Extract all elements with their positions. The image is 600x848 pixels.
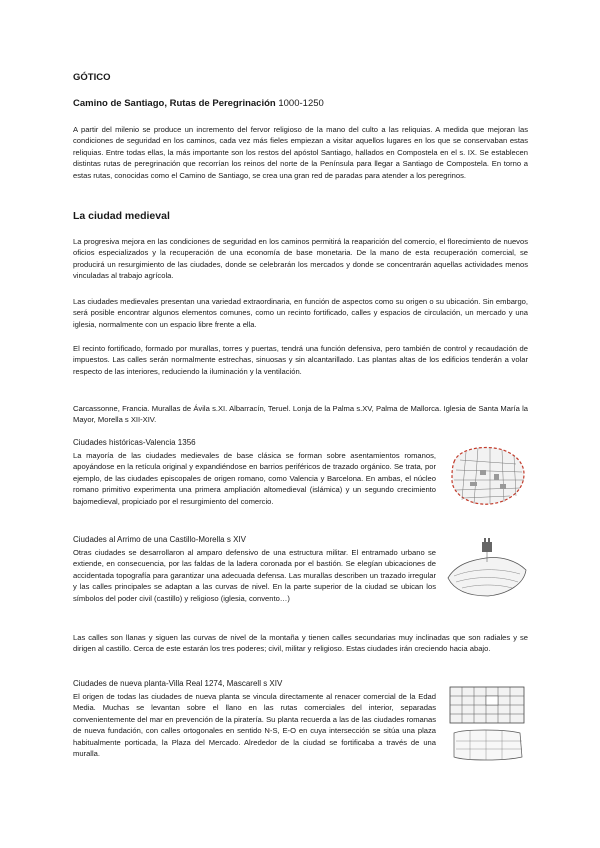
caption-villa-real: Ciudades de nueva planta-Villa Real 1274, Mascarell s XIV xyxy=(73,679,283,688)
villa-real-grid-image xyxy=(444,683,530,765)
paragraph-variedad: Las ciudades medievales presentan una variedad extraordinaria, en función de aspectos como su origen o su ubicación. Sin embargo, será posible encontrar algunos elementos comunes, como un recinto fortificado, calles y espacios de circulación, un mercado y una iglesia, normalmente con un espacio libre frente a ella. xyxy=(73,297,528,329)
paragraph-morella: Otras ciudades se desarrollaron al amparo defensivo de una estructura militar. El entramado urbano se extiende, en consecuencia, por las faldas de la ladera coronada por el bastión. Se elegían ubicaciones de accidentada topografía para garantizar una adecuada defensa. Las murallas describen un trazado irregular y las calles principales se adaptan a las curvas de nivel. En la parte superior de la ciudad se ubican los símbolos del poder civil (castillo) y religioso (iglesia, convento…) xyxy=(73,548,436,603)
subheading-years: 1000-1250 xyxy=(278,98,324,109)
section-title-ciudad-medieval: La ciudad medieval xyxy=(73,210,170,222)
caption-morella: Ciudades al Arrimo de una Castillo-Morella s XIV xyxy=(73,535,246,544)
valencia-map-image xyxy=(444,440,530,510)
paragraph-calles: Las calles son llanas y siguen las curvas de nivel de la montaña y tienen calles secundarias muy inclinadas que son radiales y se dirigen al castillo. Cerca de este estarán los tres poderes; civil, militar y religioso. Estas ciudades irán creciendo hacia abajo. xyxy=(73,633,528,654)
caption-valencia: Ciudades históricas-Valencia 1356 xyxy=(73,438,196,447)
paragraph-santiago: A partir del milenio se produce un incremento del fervor religioso de la mano del culto a las reliquias. A medida que mejoran las condiciones de seguridad en los caminos, cada vez más fieles empiezan a visitar aquellos lugares en los que se conservaban estas reliquias. Entre todas ellas, la más importante son los restos del apóstol Santiago, hallados en Compostela en el s. IX. Se establecen distintas rutas de peregrinación que recorrían los reinos del norte de la Península para llegar a Santiago de Compostela. En torno a estas rutas, conocidas como el Camino de Santiago, se crea una gran red de paradas para atender a los peregrinos. xyxy=(73,125,528,180)
paragraph-villa-real: El origen de todas las ciudades de nueva planta se vincula directamente al renacer comercial de la Edad Media. Muchas se levantan sobre el llano en las rutas comerciales del interior, separadas convenientemente del mar en prevención de la piratería. Su planta recuerda a las de las ciudades romanas de nueva fundación, con calles ortogonales en sentido N-S, E-O en cuya intersección se sitúa una plaza habitualmente porticada, la Plaza del Mercado. Alrededor de la ciudad se fortificaba a través de una muralla. xyxy=(73,692,436,759)
morella-castle-image xyxy=(444,532,530,602)
paragraph-valencia: La mayoría de las ciudades medievales de base clásica se forman sobre asentamientos romanos, apoyándose en la retícula original y expandiéndose en barrios periféricos de trazado orgánico. Se trata, por ejemplo, de las ciudades episcopales de origen romano, como Valencia y Barcelona. En ambas, el núcleo romano primitivo experimenta una primera ampliación altomedieval (islámica) y un segundo crecimiento bajomedieval, propiciado por el resurgimiento del comercio. xyxy=(73,451,436,506)
subheading-title: Camino de Santiago, Rutas de Peregrinación xyxy=(73,98,276,109)
paragraph-ejemplos: Carcassonne, Francia. Murallas de Ávila s.XI. Albarracín, Teruel. Lonja de la Palma s.XV, Palma de Mallorca. Iglesia de Santa María la Mayor, Morella s XII-XIV. xyxy=(73,404,528,425)
section-subheading-santiago xyxy=(73,98,324,109)
page-title: GÓTICO xyxy=(73,72,111,83)
paragraph-recinto: El recinto fortificado, formado por murallas, torres y puertas, tendrá una función defensiva, pero también de control y recaudación de impuestos. Las calles serán normalmente estrechas, sinuosas y sin alcantarillado. Las plantas altas de los edificios tenderán a volar respecto de las interiores, reduciendo la iluminación y la ventilación. xyxy=(73,344,528,376)
paragraph-progresiva: La progresiva mejora en las condiciones de seguridad en los caminos permitirá la reaparición del comercio, el florecimiento de nuevos oficios especializados y la recuperación de una economía de base monetaria. De la mano de esta recuperación comercial, se producirá un resurgimiento de las ciudades, donde se celebrarán los mercados y donde se concentrarán aquellas actividades menos vinculadas al trabajo agrícola. xyxy=(73,237,528,281)
